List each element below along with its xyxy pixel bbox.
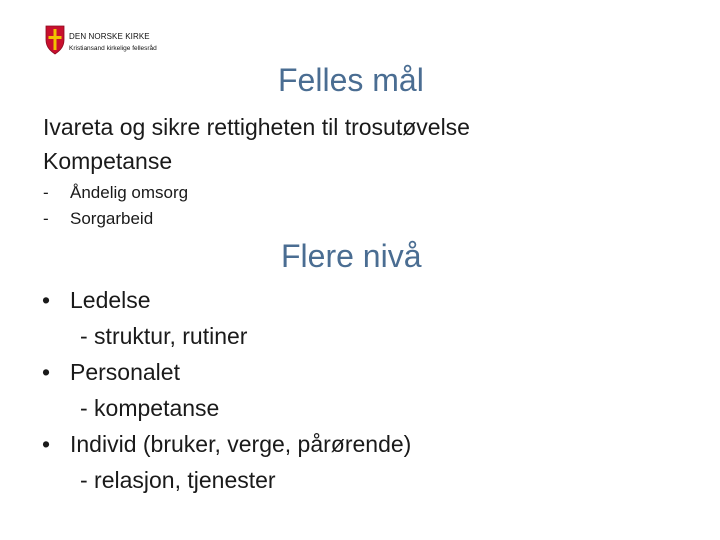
bullet-marker: • (42, 359, 51, 385)
dash-list-item-label: Sorgarbeid (70, 209, 154, 228)
bullet-marker: • (42, 287, 51, 313)
bullet-subitem-label: - relasjon, tjenester (80, 467, 276, 493)
dash-marker: - (43, 209, 49, 228)
dash-list-item-label: Åndelig omsorg (70, 183, 189, 202)
bullet-subitem-label: - kompetanse (80, 395, 220, 421)
bullet-subitem-label: - struktur, rutiner (80, 323, 248, 349)
bullet-item-label: Personalet (70, 359, 180, 385)
church-logo (45, 25, 205, 61)
heading-felles-mal: Felles mål (278, 62, 424, 98)
intro-line-1: Ivareta og sikre rettigheten til trosutøvelse (43, 114, 470, 140)
bullet-item-label: Individ (bruker, verge, pårørende) (70, 431, 412, 457)
heading-flere-niva: Flere nivå (281, 238, 422, 274)
dash-marker: - (43, 183, 49, 202)
church-shield-icon (45, 25, 65, 55)
bullet-item-label: Ledelse (70, 287, 151, 313)
org-subtitle: Kristiansand kirkelige fellesråd (69, 45, 157, 52)
bullet-marker: • (42, 431, 51, 457)
intro-line-2: Kompetanse (43, 148, 173, 174)
intro-text (43, 110, 470, 178)
org-name: DEN NORSKE KIRKE (69, 32, 150, 41)
